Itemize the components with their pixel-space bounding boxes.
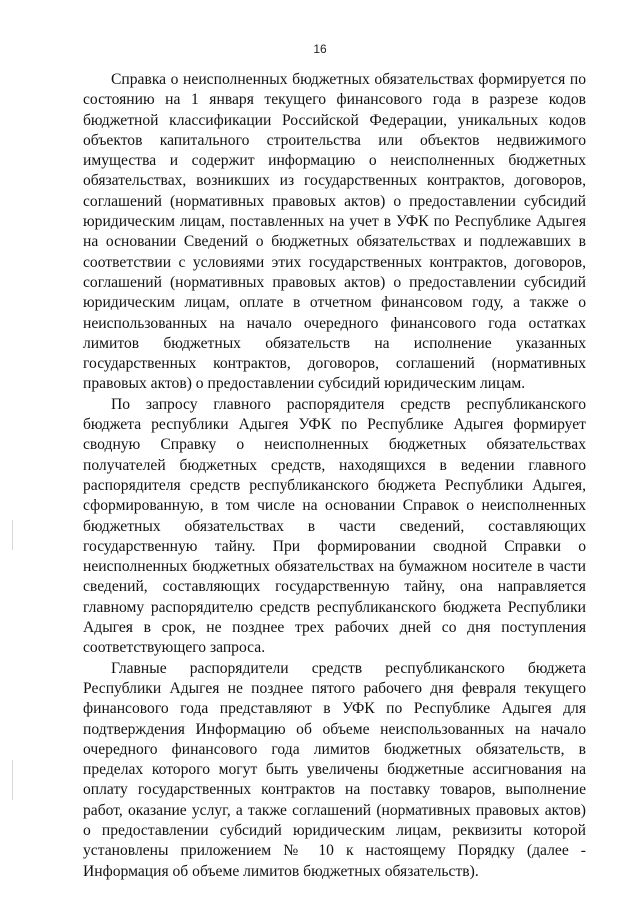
- scan-margin-mark: [12, 760, 13, 800]
- paragraph-3: Главные распорядители средств республиканского бюджета Республики Адыгея не позднее пятого рабочего дня февраля текущего финансового года представляют в УФК по Республике Адыгея для подтверждения Информацию об объеме неиспользованных на начало очередного финансового года лимитов бюджетных обязательств, в пределах которого могут быть увеличены бюджетные ассигнования на оплату государственных контрактов на поставку товаров, выполнение работ, оказание услуг, а также соглашений (нормативных правовых актов) о предоставлении субсидий юридическим лицам, реквизиты которой установлены приложением № 10 к настоящему Порядку (далее - Информация об объеме лимитов бюджетных обязательств).: [83, 659, 586, 880]
- paragraph-1: Справка о неисполненных бюджетных обязательствах формируется по состоянию на 1 января текущего финансового года в разрезе кодов бюджетной классификации Российской Федерации, уникальных кодов объектов капитального строительства или объектов недвижимого имущества и содержит информацию о неисполненных бюджетных обязательствах, возникших из государственных контрактов, договоров, соглашений (нормативных правовых актов) о предоставлении субсидий юридическим лицам, поставленных на учет в УФК по Республике Адыгея на основании Сведений о бюджетных обязательствах и подлежавших в соответствии с условиями этих государственных контрактов, договоров, соглашений (нормативных правовых актов) о предоставлении субсидий юридическим лицам, оплате в отчетном финансовом году, а также о неиспользованных на начало очередного финансового года остатках лимитов бюджетных обязательств на исполнение указанных государственных контрактов, договоров, соглашений (нормативных правовых актов) о предоставлении субсидий юридическим лицам.: [83, 71, 586, 393]
- scan-margin-mark: [12, 520, 13, 550]
- paragraph-2: По запросу главного распорядителя средств республиканского бюджета республики Адыгея УФК по Республике Адыгея формирует сводную Справку о неисполненных бюджетных обязательствах получателей бюджетных средств, находящихся в ведении главного распорядителя средств республиканского бюджета Республики Адыгея, сформированную, в том числе на основании Справок о неисполненных бюджетных обязательствах в части сведений, составляющих государственную тайну. При формировании сводной Справки о неисполненных бюджетных обязательствах на бумажном носителе в части сведений, составляющих государственную тайну, она направляется главному распорядителю средств республиканского бюджета Республики Адыгея в срок, не позднее трех рабочих дней со дня поступления соответствующего запроса.: [83, 395, 586, 657]
- document-body: [83, 70, 586, 882]
- page-number: 16: [313, 42, 327, 56]
